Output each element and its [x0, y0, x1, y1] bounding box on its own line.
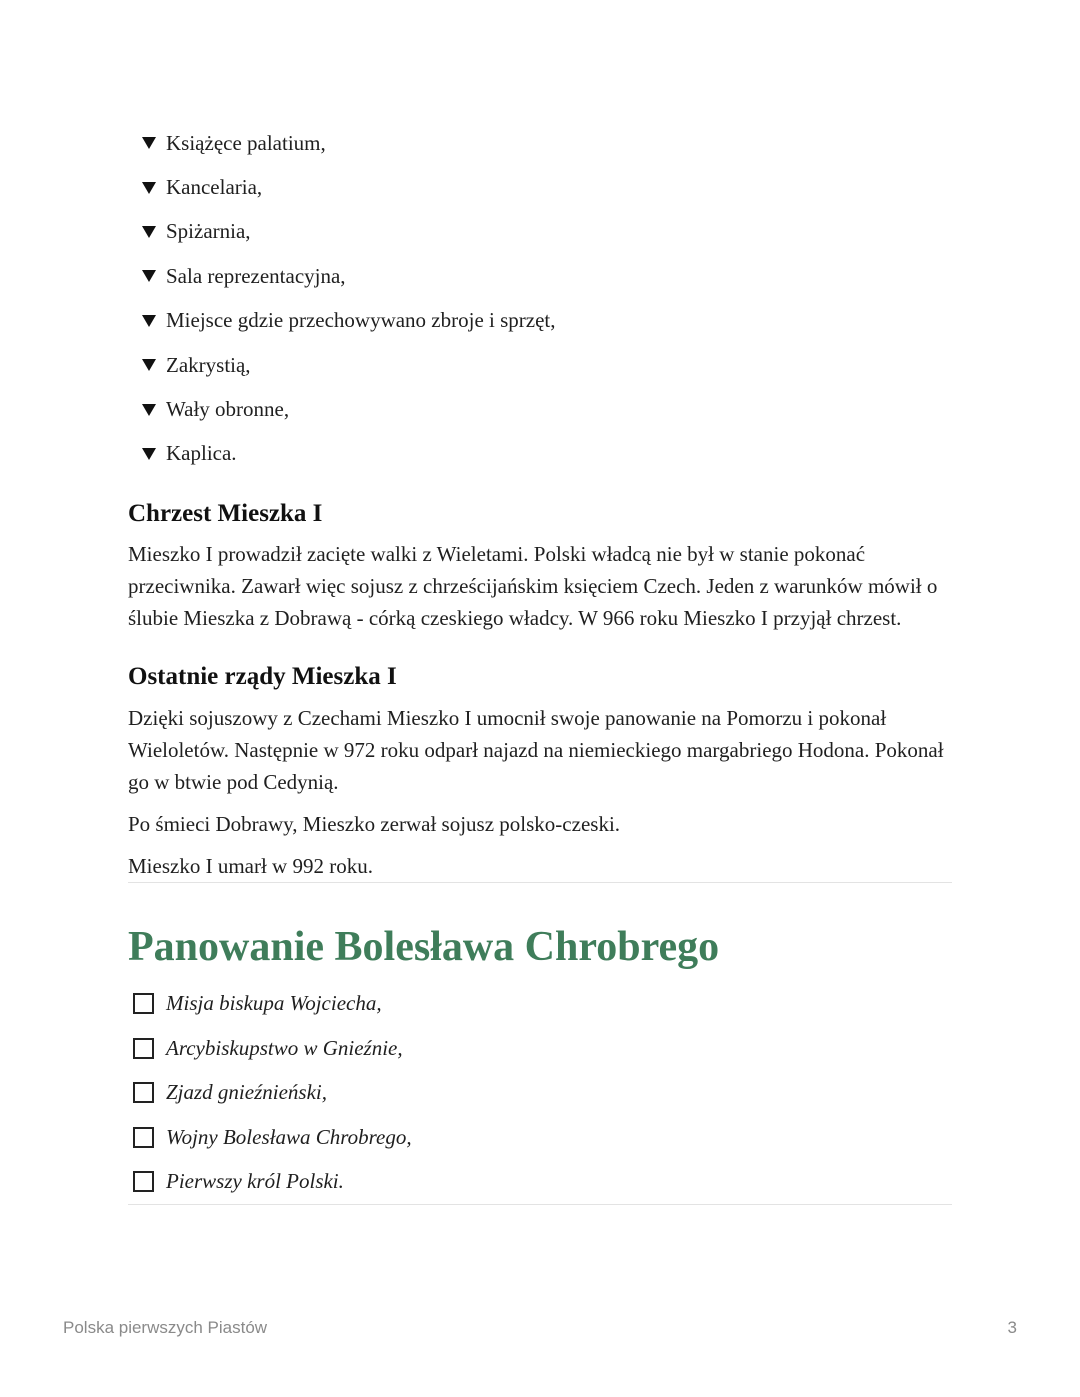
last-rule-paragraph: Mieszko I umarł w 992 roku. [128, 854, 373, 879]
checklist-item-label: Pierwszy król Polski. [166, 1169, 344, 1194]
checklist-item [133, 1115, 952, 1160]
footer-page-number: 3 [1007, 1318, 1017, 1337]
toggle-item-label: Miejsce gdzie przechowywano zbroje i sprzęt, [166, 308, 556, 333]
checkbox[interactable] [133, 1127, 154, 1148]
triangle-down-icon[interactable] [142, 448, 156, 460]
checklist-item-label: Zjazd gnieźnieński, [166, 1080, 327, 1105]
toggle-item-label: Spiżarnia, [166, 219, 251, 244]
toggle-item-label: Kancelaria, [166, 175, 263, 200]
toggle-item[interactable] [142, 432, 952, 476]
checkbox[interactable] [133, 993, 154, 1014]
checklist-item [133, 1160, 952, 1205]
toggle-item[interactable] [142, 121, 952, 165]
toggle-item[interactable] [142, 254, 952, 298]
checklist-item [133, 1070, 952, 1115]
page-content [128, 125, 952, 1205]
toggle-item-label: Zakrystią, [166, 352, 251, 377]
toggle-item[interactable] [142, 210, 952, 254]
baptism-heading: Chrzest Mieszka I [128, 500, 323, 528]
toggle-item[interactable] [142, 343, 952, 387]
triangle-down-icon[interactable] [142, 359, 156, 371]
section-divider [128, 1204, 952, 1205]
checklist-item-label: Misja biskupa Wojciecha, [166, 990, 382, 1015]
triangle-down-icon[interactable] [142, 137, 156, 149]
toggle-item-label: Wały obronne, [166, 397, 290, 422]
checkbox[interactable] [133, 1171, 154, 1192]
checklist-item [133, 1026, 952, 1071]
toggle-item[interactable] [142, 299, 952, 343]
toggle-item[interactable] [142, 165, 952, 209]
checkbox[interactable] [133, 1082, 154, 1103]
footer-document-title: Polska pierwszych Piastów [63, 1318, 268, 1337]
checklist-item [133, 981, 952, 1026]
toggle-item-label: Sala reprezentacyjna, [166, 263, 346, 288]
triangle-down-icon[interactable] [142, 182, 156, 194]
page-footer [63, 1318, 1017, 1338]
triangle-down-icon[interactable] [142, 315, 156, 327]
triangle-down-icon[interactable] [142, 404, 156, 416]
checkbox[interactable] [133, 1038, 154, 1059]
checklist [128, 981, 952, 1204]
toggle-list [128, 121, 952, 476]
last-rule-paragraph: Dzięki sojuszowy z Czechami Mieszko I umocnił swoje panowanie na Pomorzu i pokonał Wieloletów. Następnie w 972 roku odparł najazd na niemieckiego margabriego Hodona. Pokonał go w btwie pod Cedynią. [128, 706, 944, 795]
last-rule-paragraph: Po śmieci Dobrawy, Mieszko zerwał sojusz polsko-czeski. [128, 812, 621, 837]
toggle-item-label: Kaplica. [166, 441, 237, 466]
checklist-item-label: Arcybiskupstwo w Gnieźnie, [166, 1035, 403, 1060]
boleslaw-heading: Panowanie Bolesława Chrobrego [128, 924, 720, 971]
toggle-item[interactable] [142, 387, 952, 431]
section-divider [128, 882, 952, 883]
baptism-paragraph: Mieszko I prowadził zacięte walki z Wieletami. Polski władcą nie był w stanie pokonać przeciwnika. Zawarł więc sojusz z chrześcijańskim księciem Czech. Jeden z warunków mówił o ślubie Mieszka z Dobrawą - córką czeskiego władcy. W 966 roku Mieszko I przyjął chrzest. [128, 542, 938, 631]
triangle-down-icon[interactable] [142, 226, 156, 238]
checklist-item-label: Wojny Bolesława Chrobrego, [166, 1124, 412, 1149]
last-rule-heading: Ostatnie rządy Mieszka I [128, 663, 397, 691]
toggle-item-label: Książęce palatium, [166, 130, 326, 155]
triangle-down-icon[interactable] [142, 270, 156, 282]
